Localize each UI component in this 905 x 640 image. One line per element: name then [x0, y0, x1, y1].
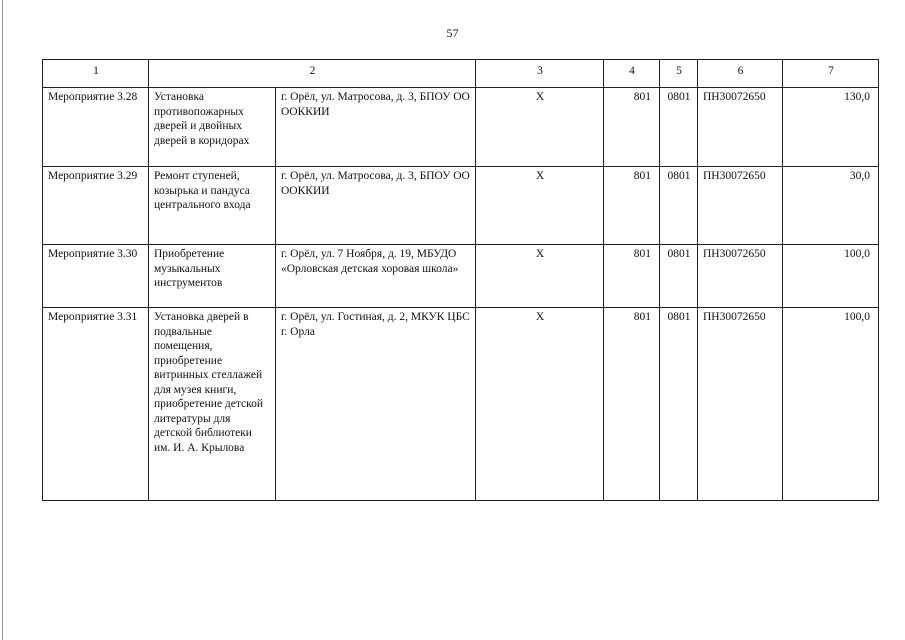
col5-cell: 0801 [660, 88, 698, 167]
page-left-edge [2, 0, 3, 640]
table-row [43, 245, 879, 308]
address-cell: г. Орёл, ул. Матросова, д. 3, БПОУ ОО ООККИИ [276, 88, 476, 167]
col5-cell: 0801 [660, 245, 698, 308]
description-cell: Установка дверей в подвальные помещения, приобретение витринных стеллажей для музея книги, приобретение детской литературы для детской библиотеки им. И. А. Крылова [149, 308, 276, 501]
address-cell: г. Орёл, ул. Гостиная, д. 2, МКУК ЦБС г. Орла [276, 308, 476, 501]
col5-cell: 0801 [660, 167, 698, 245]
col6-cell: ПН30072650 [698, 245, 783, 308]
col7-cell: 30,0 [783, 167, 879, 245]
col-header-3: 3 [476, 60, 604, 88]
col7-cell: 130,0 [783, 88, 879, 167]
col3-cell: Х [476, 245, 604, 308]
col6-cell: ПН30072650 [698, 308, 783, 501]
col3-cell: Х [476, 308, 604, 501]
col5-cell: 0801 [660, 308, 698, 501]
col-header-6: 6 [698, 60, 783, 88]
col-header-7: 7 [783, 60, 879, 88]
table-row [43, 88, 879, 167]
header-row [43, 60, 879, 88]
measure-cell: Мероприятие 3.29 [43, 167, 149, 245]
description-cell: Приобретение музыкальных инструментов [149, 245, 276, 308]
col4-cell: 801 [604, 167, 660, 245]
col4-cell: 801 [604, 308, 660, 501]
col7-cell: 100,0 [783, 245, 879, 308]
col-header-4: 4 [604, 60, 660, 88]
measure-cell: Мероприятие 3.28 [43, 88, 149, 167]
address-cell: г. Орёл, ул. 7 Ноября, д. 19, МБУДО «Орловская детская хоровая школа» [276, 245, 476, 308]
col6-cell: ПН30072650 [698, 167, 783, 245]
col-header-1: 1 [43, 60, 149, 88]
description-cell: Ремонт ступеней, козырька и пандуса центрального входа [149, 167, 276, 245]
address-cell: г. Орёл, ул. Матросова, д. 3, БПОУ ОО ООККИИ [276, 167, 476, 245]
page-number: 57 [446, 26, 459, 40]
col3-cell: Х [476, 88, 604, 167]
col6-cell: ПН30072650 [698, 88, 783, 167]
col-header-2: 2 [149, 60, 476, 88]
col4-cell: 801 [604, 245, 660, 308]
col-header-5: 5 [660, 60, 698, 88]
measures-table [42, 59, 879, 501]
table-row [43, 308, 879, 501]
description-cell: Установка противопожарных дверей и двойных дверей в коридорах [149, 88, 276, 167]
measure-cell: Мероприятие 3.31 [43, 308, 149, 501]
table-row [43, 167, 879, 245]
col7-cell: 100,0 [783, 308, 879, 501]
col4-cell: 801 [604, 88, 660, 167]
col3-cell: Х [476, 167, 604, 245]
measure-cell: Мероприятие 3.30 [43, 245, 149, 308]
